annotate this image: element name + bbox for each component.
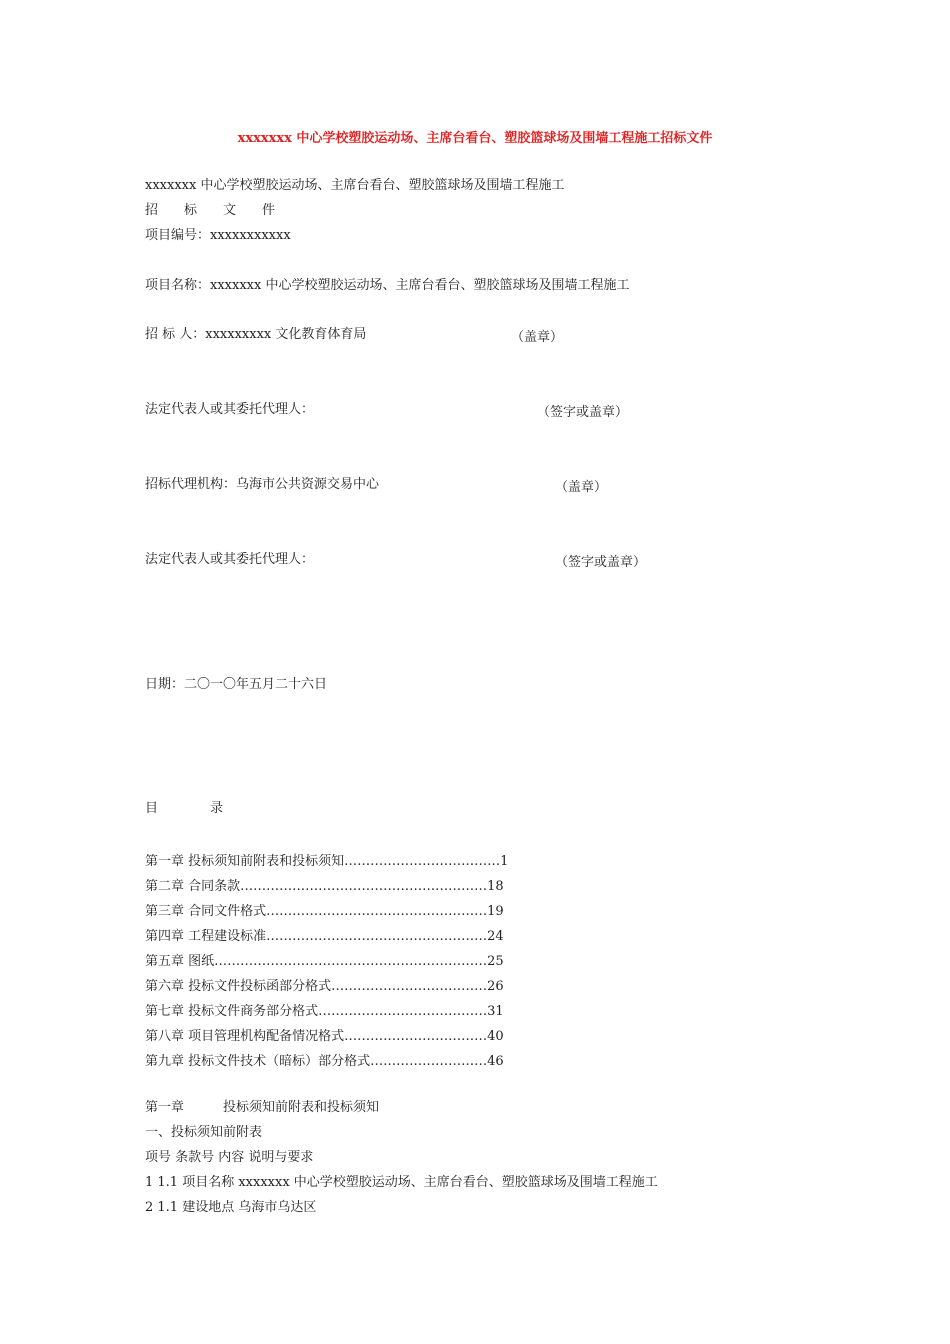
toc-item: 第三章 合同文件格式……………………………………………19	[145, 904, 504, 919]
toc-item: 第六章 投标文件投标函部分格式………………………………26	[145, 979, 504, 994]
toc-item: 第九章 投标文件技术（暗标）部分格式………………………46	[145, 1054, 504, 1069]
tenderer: 招 标 人：xxxxxxxxx 文化教育体育局	[145, 327, 367, 342]
document-date: 日期：二〇一〇年五月二十六日	[145, 677, 328, 692]
toc-item: 第八章 项目管理机构配备情况格式……………………………40	[145, 1029, 504, 1044]
toc-item: 第五章 图纸………………………………………………………25	[145, 954, 504, 969]
document-type: 招 标 文 件	[145, 203, 276, 218]
toc-item: 第七章 投标文件商务部分格式…………………………………31	[145, 1004, 504, 1019]
tender-agency: 招标代理机构：乌海市公共资源交易中心	[145, 477, 380, 492]
table-row: 2 1.1 建设地点 乌海市乌达区	[145, 1200, 317, 1215]
toc-heading: 目 录	[145, 801, 224, 816]
chapter-heading: 第一章 投标须知前附表和投标须知	[145, 1100, 380, 1115]
document-title: xxxxxxx 中心学校塑胶运动场、主席台看台、塑胶篮球场及围墙工程施工招标文件	[237, 131, 713, 146]
toc-item: 第二章 合同条款…………………………………………………18	[145, 879, 504, 894]
tenderer-seal: （盖章）	[511, 330, 564, 345]
project-name: 项目名称：xxxxxxx 中心学校塑胶运动场、主席台看台、塑胶篮球场及围墙工程施工	[145, 278, 630, 293]
section-heading: 一、投标须知前附表	[145, 1125, 263, 1140]
table-row: 1 1.1 项目名称 xxxxxxx 中心学校塑胶运动场、主席台看台、塑胶篮球场及围墙工程施工	[145, 1175, 658, 1190]
legal-representative-2: 法定代表人或其委托代理人：	[145, 552, 315, 567]
tender-agency-seal: （盖章）	[555, 480, 608, 495]
table-header: 项号 条款号 内容 说明与要求	[145, 1150, 314, 1165]
toc-item: 第一章 投标须知前附表和投标须知………………………………1	[145, 854, 509, 869]
project-number: 项目编号：xxxxxxxxxxx	[145, 228, 291, 243]
legal-representative-2-sign: （签字或盖章）	[555, 555, 647, 570]
project-line: xxxxxxx 中心学校塑胶运动场、主席台看台、塑胶篮球场及围墙工程施工	[145, 178, 565, 193]
legal-representative-1-sign: （签字或盖章）	[537, 405, 629, 420]
toc-item: 第四章 工程建设标准……………………………………………24	[145, 929, 504, 944]
legal-representative-1: 法定代表人或其委托代理人：	[145, 402, 315, 417]
